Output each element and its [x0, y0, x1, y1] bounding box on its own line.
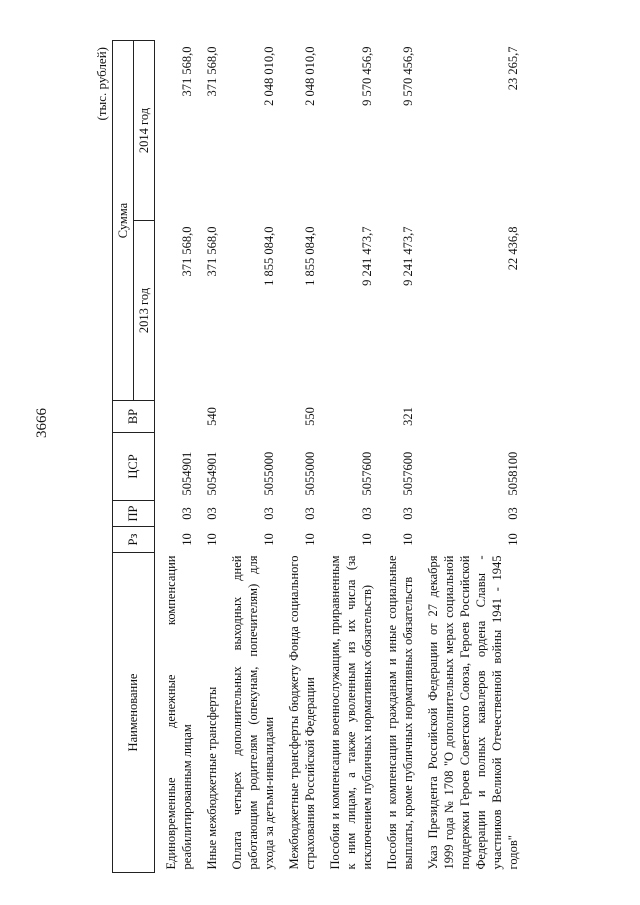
header-csr: ЦСР — [113, 433, 155, 501]
table-row — [155, 41, 197, 873]
row-vr: 550 — [303, 407, 317, 426]
row-2013: 22 436,8 — [506, 226, 520, 271]
row-csr: 5054901 — [205, 451, 219, 496]
row-rz: 10 — [401, 533, 415, 546]
row-rz: 10 — [506, 533, 520, 546]
row-pr: 03 — [360, 507, 374, 520]
row-vr — [319, 401, 376, 433]
row-2014: 2 048 010,0 — [262, 46, 276, 106]
row-csr: 5058100 — [506, 451, 520, 496]
row-csr: 5055000 — [303, 451, 317, 496]
table-row — [221, 41, 278, 873]
row-2013: 1 855 084,0 — [303, 226, 317, 286]
page-number: 3666 — [34, 408, 50, 438]
row-2013: 371 568,0 — [180, 226, 194, 277]
header-rz: Рз — [113, 527, 155, 553]
row-name: Пособия и компенсации военнослужащим, приравненным к ним лицам, а также уволенным из их числа (за исключением публичных нормативных обязательств) — [328, 555, 374, 870]
row-pr: 03 — [180, 507, 194, 520]
row-2013: 371 568,0 — [205, 226, 219, 277]
row-pr: 03 — [262, 507, 276, 520]
row-2013: 9 241 473,7 — [401, 226, 415, 286]
row-vr — [155, 401, 197, 433]
row-2014: 9 570 456,9 — [360, 46, 374, 106]
row-pr: 03 — [401, 507, 415, 520]
row-rz: 10 — [303, 533, 317, 546]
header-sum: Сумма — [113, 41, 134, 401]
row-2014: 23 265,7 — [506, 46, 520, 91]
row-2014: 9 570 456,9 — [401, 46, 415, 106]
row-vr: 540 — [205, 407, 219, 426]
row-2013: 9 241 473,7 — [360, 226, 374, 286]
row-pr: 03 — [303, 507, 317, 520]
row-vr — [221, 401, 278, 433]
row-vr — [417, 401, 522, 433]
header-name: Наименование — [113, 553, 155, 873]
header-2013: 2013 год — [134, 221, 155, 401]
header-2014: 2014 год — [134, 41, 155, 221]
budget-table — [112, 40, 522, 873]
row-rz: 10 — [360, 533, 374, 546]
row-2014: 371 568,0 — [180, 46, 194, 97]
row-name: Межбюджетные трансферты бюджету Фонда социального страхования Российской Федерации — [287, 555, 317, 870]
row-2014: 2 048 010,0 — [303, 46, 317, 106]
row-name: Иные межбюджетные трансферты — [205, 686, 219, 870]
header-pr: ПР — [113, 501, 155, 527]
row-rz: 10 — [180, 533, 194, 546]
row-vr: 321 — [401, 407, 415, 426]
row-2013: 1 855 084,0 — [262, 226, 276, 286]
header-vr: ВР — [113, 401, 155, 433]
row-name: Единовременные денежные компенсации реабилитированным лицам — [164, 555, 194, 870]
row-csr: 5057600 — [360, 451, 374, 496]
rotated-page — [94, 41, 566, 873]
row-pr: 03 — [205, 507, 219, 520]
unit-note: (тыс. рублей) — [94, 47, 109, 121]
row-pr: 03 — [506, 507, 520, 520]
row-rz: 10 — [205, 533, 219, 546]
row-name: Оплата четырех дополнительных выходных дней работающим родителям (опекунам, попечителям) для ухода за детьми-инвалидами — [230, 555, 276, 870]
table-row — [417, 41, 522, 873]
row-csr: 5055000 — [262, 451, 276, 496]
row-2014: 371 568,0 — [205, 46, 219, 97]
table-row — [196, 41, 221, 873]
row-name: Пособия и компенсации гражданам и иные социальные выплаты, кроме публичных нормативных обязательств — [385, 555, 415, 870]
row-csr: 5057600 — [401, 451, 415, 496]
header-row-1 — [113, 41, 134, 873]
table-row — [376, 41, 417, 873]
row-name: Указ Президента Российской Федерации от 27 декабря 1999 года № 1708 "О дополнительных мерах социальной поддержки Героев Советского Союза, Героев Российской Федерации и полных кавалеров ордена Славы - участников Великой Отечественной войны 1941 - 1945 годов" — [426, 555, 520, 870]
row-csr: 5054901 — [180, 451, 194, 496]
table-row — [319, 41, 376, 873]
table-row — [278, 41, 319, 873]
row-rz: 10 — [262, 533, 276, 546]
